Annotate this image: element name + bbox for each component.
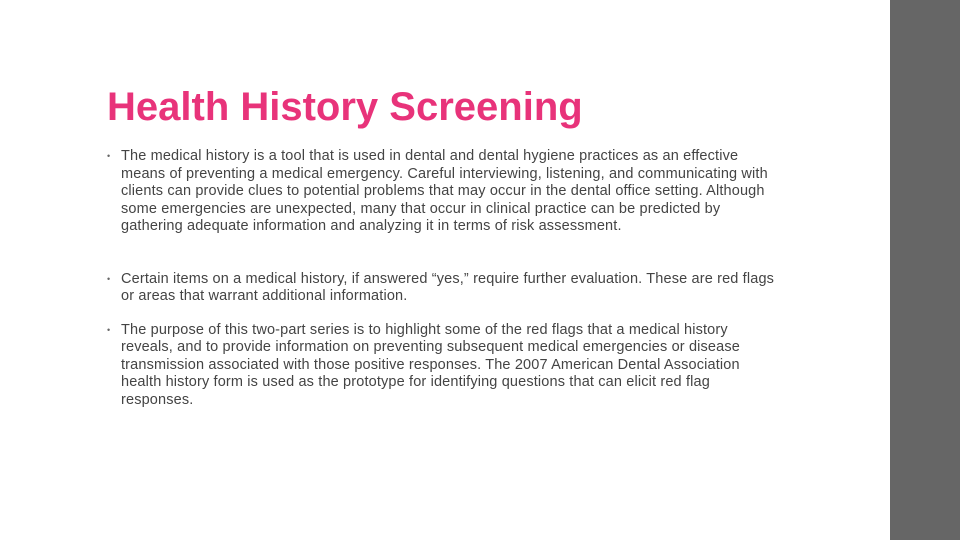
- side-accent-bar: [890, 0, 960, 540]
- bullet-marker: •: [107, 324, 111, 335]
- bullet-marker: •: [107, 151, 111, 161]
- bullet-marker: •: [107, 273, 111, 284]
- bullet-item: [107, 322, 777, 410]
- bullet-text: The medical history is a tool that is used in dental and dental hygiene practices as an effective means of preventing a medical emergency. Careful interviewing, listening, and communicating with clients can provide clues to potential problems that may occur in the dental office setting. Although some emergencies are unexpected, many that occur in clinical practice can be predicted by gathering adequate information and analyzing it in terms of risk assessment.: [121, 148, 768, 234]
- bullet-item: [107, 271, 777, 306]
- bullet-text: Certain items on a medical history, if answered “yes,” require further evaluation. These are red flags or areas that warrant additional information.: [121, 270, 775, 304]
- slide-title: Health History Screening: [107, 85, 583, 129]
- bullet-item: [107, 148, 777, 236]
- bullet-list: [107, 148, 777, 409]
- bullet-text: The purpose of this two-part series is to highlight some of the red flags that a medical history reveals, and to provide information on preventing subsequent medical emergencies or disease transmission associated with those positive responses. The 2007 American Dental Association health history form is used as the prototype for identifying questions that can elicit red flag responses.: [121, 321, 740, 408]
